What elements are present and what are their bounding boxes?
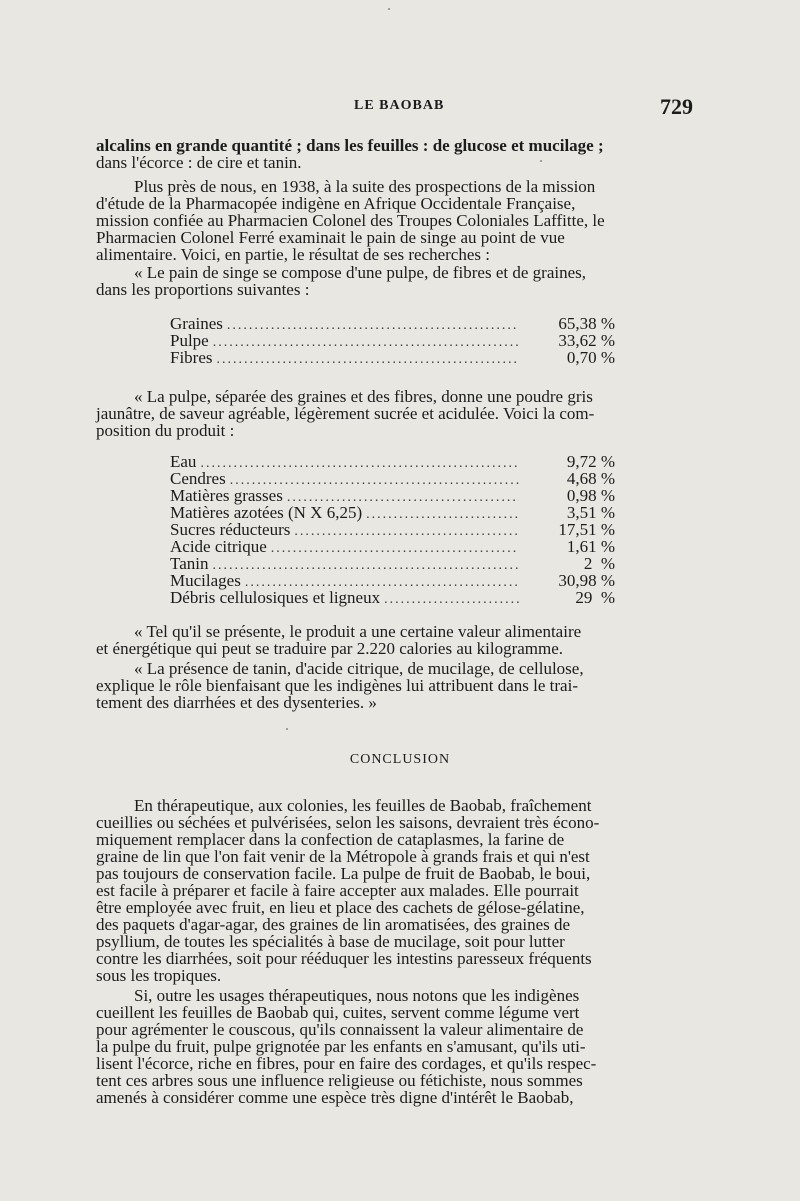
leader-dots xyxy=(212,557,519,574)
text-line: contre les diarrhées, soit pour rééduquer les intestins paresseux fréquents xyxy=(96,949,592,968)
leader-dots xyxy=(384,591,519,608)
paragraph-quote-tannin xyxy=(96,660,688,711)
text-line: Pharmacien Colonel Ferré examinait le pain de singe au point de vue xyxy=(96,228,565,247)
row-value: 3,51 % xyxy=(566,503,615,522)
proportions-table xyxy=(170,315,615,366)
table-row xyxy=(170,332,615,349)
leader-dots xyxy=(294,523,519,540)
row-label: Matières grasses xyxy=(170,486,283,505)
text-line: cueillent les feuilles de Baobab qui, cuites, servent comme légume vert xyxy=(96,1003,580,1022)
text-line: tement des diarrhées et des dysenteries. » xyxy=(96,693,377,712)
row-value: 9,72 % xyxy=(566,452,615,471)
paragraph-continuation xyxy=(96,137,688,171)
row-label: Matières azotées (N X 6,25) xyxy=(170,503,363,522)
text-line: lisent l'écorce, riche en fibres, pour en faire des cordages, et qu'ils respec- xyxy=(96,1054,597,1073)
row-value: 17,51 % xyxy=(558,520,615,539)
text-line: « La présence de tanin, d'acide citrique, de mucilage, de cellulose, xyxy=(134,659,584,678)
table-row xyxy=(170,349,615,366)
text-line: En thérapeutique, aux colonies, les feuilles de Baobab, fraîchement xyxy=(134,796,592,815)
row-value: 30,98 % xyxy=(558,571,615,590)
row-value: 65,38 % xyxy=(558,314,615,333)
text-line: pas toujours de conservation facile. La pulpe de fruit de Baobab, le boui, xyxy=(96,864,591,883)
text-line: Si, outre les usages thérapeutiques, nous notons que les indigènes xyxy=(134,986,580,1005)
table-row xyxy=(170,538,615,555)
text-line: cueillies ou séchées et pulvérisées, selon les saisons, devraient très écono- xyxy=(96,813,600,832)
text-line: alimentaire. Voici, en partie, le résultat de ses recherches : xyxy=(96,245,490,264)
text-line: est facile à préparer et facile à faire accepter aux malades. Elle pourrait xyxy=(96,881,579,900)
text-line: « La pulpe, séparée des graines et des fibres, donne une poudre gris xyxy=(134,387,593,406)
row-value: 0,98 % xyxy=(566,486,615,505)
row-label: Graines xyxy=(170,314,223,333)
text-line: pour agrémenter le couscous, qu'ils connaissent la valeur alimentaire de xyxy=(96,1020,584,1039)
text-line: et énergétique qui peut se traduire par 2.220 calories au kilogramme. xyxy=(96,639,564,658)
text-line: explique le rôle bienfaisant que les indigènes lui attribuent dans le trai- xyxy=(96,676,578,695)
row-label: Débris cellulosiques et ligneux xyxy=(170,588,381,607)
paragraph-quote-pulp xyxy=(96,388,688,439)
text-line: graine de lin que l'on fait venir de la Métropole à grands frais et qui n'est xyxy=(96,847,590,866)
text-line: alcalins en grande quantité ; dans les feuilles : de glucose et mucilage ; xyxy=(96,136,604,155)
paragraph-quote-composition xyxy=(96,264,688,298)
table-row xyxy=(170,555,615,572)
text-line: jaunâtre, de saveur agréable, légèrement sucrée et acidulée. Voici la com- xyxy=(96,404,595,423)
row-label: Acide citrique xyxy=(170,537,267,556)
page-number: 729 xyxy=(660,94,693,119)
row-value: 33,62 % xyxy=(558,331,615,350)
leader-dots xyxy=(200,455,519,472)
paragraph-mission xyxy=(96,178,688,263)
text-line: amenés à considérer comme une espèce très digne d'intérêt le Baobab, xyxy=(96,1088,574,1107)
table-row xyxy=(170,315,615,332)
row-label: Cendres xyxy=(170,469,226,488)
text-line: d'étude de la Pharmacopée indigène en Afrique Occidentale Française, xyxy=(96,194,576,213)
running-head xyxy=(0,96,800,120)
running-head-title: LE BAOBAB xyxy=(354,98,445,113)
row-value: 2 % xyxy=(583,554,615,573)
row-label: Mucilages xyxy=(170,571,241,590)
row-value: 0,70 % xyxy=(566,348,615,367)
row-label: Tanin xyxy=(170,554,209,573)
leader-dots xyxy=(213,334,519,351)
leader-dots xyxy=(217,351,520,368)
leader-dots xyxy=(271,540,519,557)
row-value: 29 % xyxy=(575,588,615,607)
paper-speck xyxy=(286,728,288,730)
table-row xyxy=(170,589,615,606)
text-line: tent ces arbres sous une influence religieuse ou fétichiste, nous sommes xyxy=(96,1071,583,1090)
text-line: dans les proportions suivantes : xyxy=(96,280,310,299)
table-row xyxy=(170,470,615,487)
paragraph-conclusion-therapeutics xyxy=(96,797,688,984)
text-line: « Le pain de singe se compose d'une pulpe, de fibres et de graines, xyxy=(134,263,587,282)
text-line: sous les tropiques. xyxy=(96,966,222,985)
row-label: Pulpe xyxy=(170,331,209,350)
paper-speck xyxy=(540,160,542,162)
text-line: position du produit : xyxy=(96,421,235,440)
text-line: psyllium, de toutes les spécialités à base de mucilage, soit pour lutter xyxy=(96,932,565,951)
section-heading: CONCLUSION xyxy=(349,752,451,767)
row-value: 1,61 % xyxy=(566,537,615,556)
text-line: Plus près de nous, en 1938, à la suite des prospections de la mission xyxy=(134,177,596,196)
text-line: être employée avec fruit, en lieu et place des cachets de gélose-gélatine, xyxy=(96,898,585,917)
text-line: miquement remplacer dans la confection de cataplasmes, la farine de xyxy=(96,830,565,849)
row-label: Sucres réducteurs xyxy=(170,520,291,539)
paragraph-quote-energy xyxy=(96,623,688,657)
paper-speck xyxy=(388,8,390,10)
row-label: Eau xyxy=(170,452,197,471)
text-line: mission confiée au Pharmacien Colonel des Troupes Coloniales Laffitte, le xyxy=(96,211,605,230)
row-label: Fibres xyxy=(170,348,213,367)
text-line: « Tel qu'il se présente, le produit a une certaine valeur alimentaire xyxy=(134,622,582,641)
table-row xyxy=(170,572,615,589)
table-row xyxy=(170,487,615,504)
composition-table xyxy=(170,453,615,606)
text-line: la pulpe du fruit, pulpe grignotée par les enfants en s'amusant, qu'ils uti- xyxy=(96,1037,586,1056)
table-row xyxy=(170,453,615,470)
leader-dots xyxy=(366,506,519,523)
leader-dots xyxy=(227,317,519,334)
text-line: des paquets d'agar-agar, des graines de lin aromatisées, des graines de xyxy=(96,915,571,934)
text-line: dans l'écorce : de cire et tanin. xyxy=(96,153,302,172)
table-row xyxy=(170,504,615,521)
paragraph-conclusion-uses xyxy=(96,987,688,1106)
table-row xyxy=(170,521,615,538)
row-value: 4,68 % xyxy=(566,469,615,488)
